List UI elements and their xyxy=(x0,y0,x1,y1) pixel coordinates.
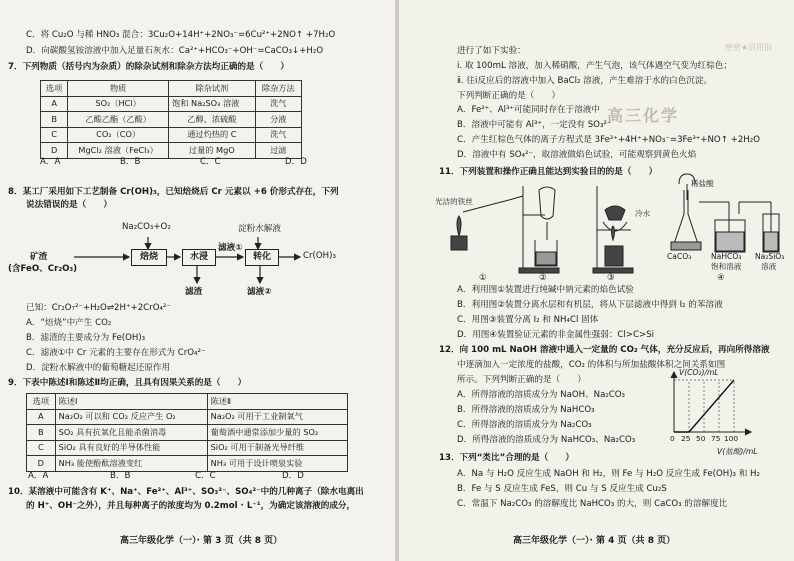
bleed-through-text-small: 绝密★启用前 xyxy=(725,43,773,52)
iron-wire-label: 光洁的铁丝 xyxy=(435,197,473,206)
x-tick-label: 25 xyxy=(681,434,691,443)
question-10-stem-2: 的 H⁺、OH⁻之外），并且每种离子的浓度均为 0.2mol · L⁻¹，为确定该溶液的成分， xyxy=(26,501,356,511)
filtrate-2-label: 滤液② xyxy=(247,287,272,297)
x-tick-label: 100 xyxy=(724,434,739,443)
table-cell: 乙醇、浓硫酸 xyxy=(169,112,256,128)
table-header: 除杂试剂 xyxy=(169,81,256,97)
table-cell: 葡萄酒中通常添加少量的 SO₂ xyxy=(207,425,347,441)
table-cell: C xyxy=(27,440,56,456)
na2sio3-solution-label: 溶液 xyxy=(761,262,777,271)
table-cell: 饱和 Na₂SO₃ 溶液 xyxy=(169,96,256,112)
q12-option-a: A．所得溶液的溶质成分为 NaOH、Na₂CO₃ xyxy=(457,390,626,400)
question-12-stem-2: 中逐滴加入一定浓度的盐酸，CO₂ 的体积与所加盐酸体积之间关系如图 xyxy=(457,360,726,370)
table-cell: CO₂（CO） xyxy=(68,127,169,143)
question-13-stem: 13．下列“类比”合理的是（ ） xyxy=(439,453,574,463)
table-header: 选项 xyxy=(27,394,56,410)
table-row xyxy=(27,409,348,425)
table-cell: C xyxy=(41,127,68,143)
question-8-stem-2: 说法错误的是（ ） xyxy=(26,200,112,210)
question-12-stem-3: 所示。下列判断正确的是（ ） xyxy=(457,375,586,385)
table-cell: SO₂ 具有抗氧化且能杀菌消毒 xyxy=(55,425,207,441)
ore-composition: (含FeO、Cr₂O₃) xyxy=(8,264,78,274)
bleed-through-text: 高三化学 xyxy=(607,106,680,125)
table-row xyxy=(27,440,348,456)
apparatus-1-number: ① xyxy=(479,273,487,283)
q8-known-equilibrium: 已知：Cr₂O₇²⁻+H₂O⇌2H⁺+2CrO₄²⁻ xyxy=(26,303,171,313)
x-tick-label: 75 xyxy=(711,434,721,443)
x-tick-label: 50 xyxy=(696,434,706,443)
ore-label: 矿渣 xyxy=(30,252,48,262)
caco3-label: CaCO₃ xyxy=(667,252,692,261)
page-footer-left: 高三年级化学（一）· 第 3 页（共 8 页） xyxy=(120,536,283,546)
q9-table xyxy=(26,393,348,472)
q12-option-c: C．所得溶液的溶质成分为 Na₂CO₃ xyxy=(457,420,592,430)
question-8-stem: 8．某工厂采用如下工艺制备 Cr(OH)₃，已知焙烧后 Cr 元素以 +6 价形式存在，下列 xyxy=(8,187,339,197)
residue-label: 滤渣 xyxy=(185,287,203,297)
q11-option-c: C．用图③装置分离 I₂ 和 NH₄Cl 固体 xyxy=(457,315,599,325)
table-cell: Na₂O₂ 可用于工业制氧气 xyxy=(207,409,347,425)
q7-option-c: C．C xyxy=(200,157,221,167)
table-row xyxy=(27,394,348,410)
table-cell: D xyxy=(27,456,56,472)
table-header: 选项 xyxy=(41,81,68,97)
table-cell: 洗气 xyxy=(255,127,301,143)
question-10-stem: 10．某溶液中可能含有 K⁺、Na⁺、Fe²⁺、Al³⁺、SO₃²⁻、SO₄²⁻中的几种离子（除水电离出 xyxy=(8,487,364,497)
table-cell: 乙酸乙酯（乙酸） xyxy=(68,112,169,128)
question-7-stem: 7．下列物质（括号内为杂质）的除杂试剂和除杂方法均正确的是（ ） xyxy=(8,62,289,72)
q7-option-a: A．A xyxy=(40,157,61,167)
table-cell: 通过灼热的 C xyxy=(169,127,256,143)
q9-option-b: B．B xyxy=(110,471,131,481)
table-cell: B xyxy=(27,425,56,441)
product-label: Cr(OH)₃ xyxy=(303,251,336,261)
q10-experiment-2: ⅱ. 往ⅰ反应后的溶液中加入 BaCl₂ 溶液，产生难溶于水的白色沉淀。 xyxy=(457,76,713,86)
q10-judge: 下列判断正确的是（ ） xyxy=(457,91,561,101)
table-cell: SiO₂ 可用于制备光导纤维 xyxy=(207,440,347,456)
question-9-stem: 9．下表中陈述Ⅰ和陈述Ⅱ均正确，且具有因果关系的是（ ） xyxy=(8,378,247,388)
table-cell: B xyxy=(41,112,68,128)
dilute-hcl-label: 稀盐酸 xyxy=(691,179,714,188)
water-leach-box: 水浸 xyxy=(182,249,216,266)
q8-option-d: D．淀粉水解液中的葡萄糖起还原作用 xyxy=(26,363,171,373)
table-row xyxy=(27,425,348,441)
table-cell: NH₃ 能使酚酞溶液变红 xyxy=(55,456,207,472)
table-header: 除杂方法 xyxy=(255,81,301,97)
q13-option-c: C．常温下 Na₂CO₃ 的溶解度比 NaHCO₃ 的大，则 CaCO₃ 的溶解度比 xyxy=(457,499,728,509)
q8-option-a: A．“焙烧”中产生 CO₂ xyxy=(26,318,112,328)
table-header: 陈述Ⅱ xyxy=(207,394,347,410)
nahco3-saturated-label: 饱和溶液 xyxy=(711,262,742,271)
q9-option-a: A．A xyxy=(28,471,49,481)
table-cell: 分液 xyxy=(255,112,301,128)
roasting-box: 焙烧 xyxy=(131,249,167,266)
q12-option-d: D．所得溶液的溶质成分为 NaHCO₃、Na₂CO₃ xyxy=(457,435,636,445)
q9-option-c: C．C xyxy=(195,471,216,481)
q11-option-a: A．利用图①装置进行纯碱中钠元素的焰色试验 xyxy=(457,285,634,295)
reagent-starch-hydrolysate: 淀粉水解液 xyxy=(238,224,281,234)
x-tick-label: 0 xyxy=(670,434,675,443)
question-12-stem: 12．向 100 mL NaOH 溶液中通入一定量的 CO₂ 气体，充分反应后，再向所得溶液 xyxy=(439,345,770,355)
table-row xyxy=(27,456,348,472)
table-header: 物质 xyxy=(68,81,169,97)
reagent-na2co3-o2: Na₂CO₃+O₂ xyxy=(122,222,171,232)
table-cell: A xyxy=(27,409,56,425)
table-cell: SO₂（HCl） xyxy=(68,96,169,112)
q13-option-a: A．Na 与 H₂O 反应生成 NaOH 和 H₂，则 Fe 与 H₂O 反应生成 Fe(OH)₃ 和 H₂ xyxy=(457,469,760,479)
table-cell: 过量的 MgO xyxy=(169,143,256,159)
co2-hcl-chart xyxy=(399,0,794,460)
option-d-ionic-eq: D．向碳酸氢铵溶液中加入足量石灰水：Ca²⁺+HCO₃⁻+OH⁻=CaCO₃↓+H₂O xyxy=(26,46,324,56)
table-cell: D xyxy=(41,143,68,159)
q10-option-a: A．Fe²⁺、Al³⁺可能同时存在于溶液中 xyxy=(457,105,600,115)
right-page xyxy=(399,0,794,561)
q7-option-d: D．D xyxy=(285,157,307,167)
q10-continuation: 进行了如下实验： xyxy=(457,46,526,56)
q13-option-b: B．Fe 与 S 反应生成 FeS，则 Cu 与 S 反应生成 Cu₂S xyxy=(457,484,667,494)
q10-option-b: B．溶液中可能有 Al³⁺，一定没有 SO₃²⁻ xyxy=(457,120,612,130)
q10-option-c: C．产生红棕色气体的离子方程式是 3Fe²⁺+4H⁺+NO₃⁻=3Fe³⁺+NO↑ +2H₂O xyxy=(457,135,760,145)
chart-x-label: V(盐酸)/mL xyxy=(717,447,758,456)
na2sio3-label: Na₂SiO₃ xyxy=(755,252,785,261)
table-cell: Na₂O₂ 可以和 CO₂ 反应产生 O₂ xyxy=(55,409,207,425)
cold-water-label: 冷水 xyxy=(635,209,651,218)
table-cell: A xyxy=(41,96,68,112)
apparatus-3-number: ③ xyxy=(607,273,615,283)
conversion-box: 转化 xyxy=(245,249,279,266)
filtrate-1-label: 滤液① xyxy=(218,243,243,253)
q10-experiment-1: ⅰ. 取 100mL 溶液，加入稀硝酸，产生气泡，该气体遇空气变为红棕色； xyxy=(457,61,732,71)
page-footer-right: 高三年级化学（一）· 第 4 页（共 8 页） xyxy=(513,536,676,546)
apparatus-4-number: ④ xyxy=(717,273,725,283)
table-cell: NH₃ 可用于设计喷泉实验 xyxy=(207,456,347,472)
q9-option-d: D．D xyxy=(282,471,304,481)
q12-option-b: B．所得溶液的溶质成分为 NaHCO₃ xyxy=(457,405,595,415)
q10-option-d: D．溶液中有 SO₄²⁻，取溶液做焰色试验，可能观察到黄色火焰 xyxy=(457,150,697,160)
table-cell: MgCl₂ 溶液（FeCl₃） xyxy=(68,143,169,159)
q7-option-b: B．B xyxy=(120,157,141,167)
table-cell: 过滤 xyxy=(255,143,301,159)
chart-y-label: V(CO₂)/mL xyxy=(679,368,719,377)
q8-option-b: B．滤渣的主要成分为 Fe(OH)₃ xyxy=(26,333,146,343)
question-11-stem: 11．下列装置和操作正确且能达到实验目的的是（ ） xyxy=(439,167,658,177)
table-header: 陈述Ⅰ xyxy=(55,394,207,410)
nahco3-label: NaHCO₃ xyxy=(711,252,742,261)
option-c-ionic-eq: C．将 Cu₂O 与稀 HNO₃ 混合：3Cu₂O+14H⁺+2NO₃⁻=6Cu²⁺+2NO↑ +7H₂O xyxy=(26,30,336,40)
q11-option-d: D．用图④装置验证元素的非金属性强弱：Cl>C>Si xyxy=(457,330,655,340)
apparatus-2-number: ② xyxy=(539,273,547,283)
q8-option-c: C．滤液①中 Cr 元素的主要存在形式为 CrO₄²⁻ xyxy=(26,348,206,358)
table-cell: SiO₂ 具有良好的半导体性能 xyxy=(55,440,207,456)
table-cell: 洗气 xyxy=(255,96,301,112)
q11-option-b: B．利用图②装置分离水层和有机层，将从下层滤液中得到 I₂ 的苯溶液 xyxy=(457,300,723,310)
left-page xyxy=(0,0,395,561)
